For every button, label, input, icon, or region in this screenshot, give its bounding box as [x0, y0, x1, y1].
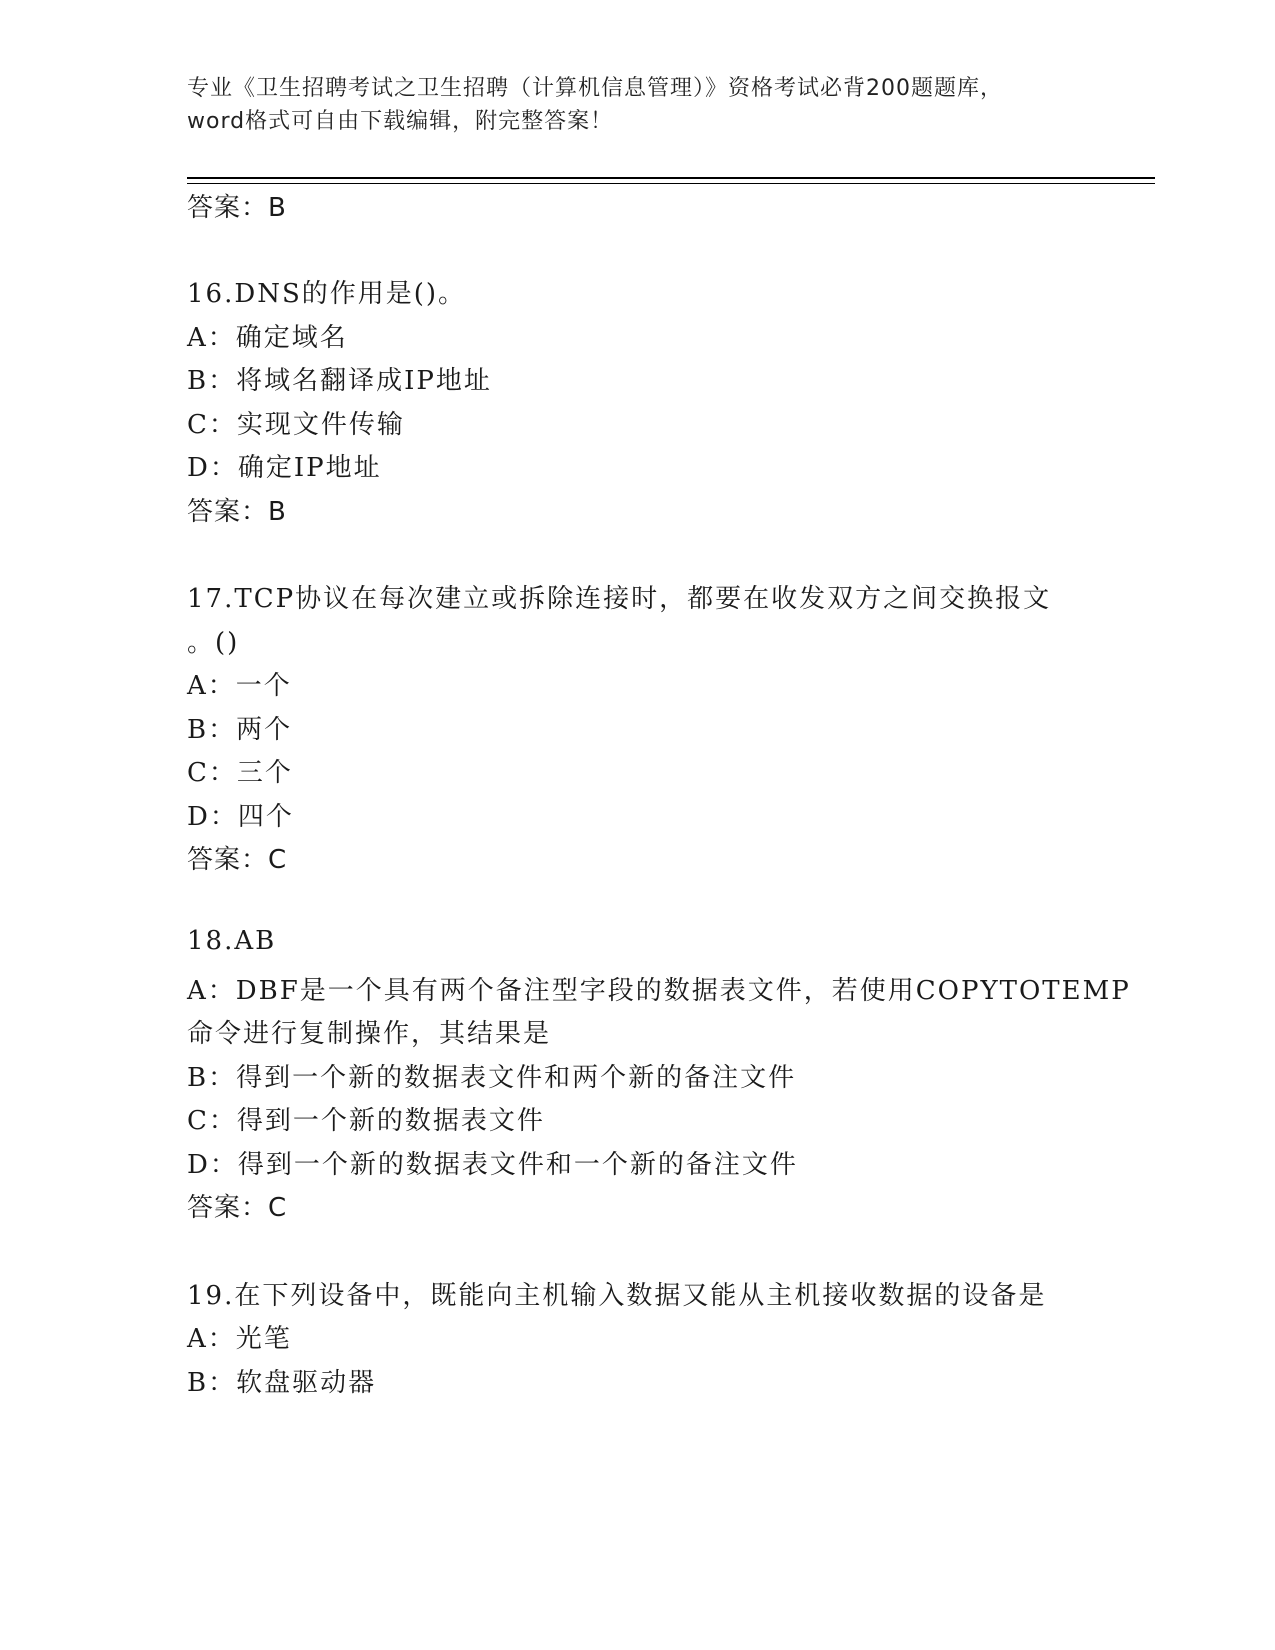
q18-option-c: C：得到一个新的数据表文件 — [187, 1106, 545, 1136]
q16-answer: 答案：B — [187, 497, 287, 527]
document-header — [187, 72, 1087, 138]
header-divider-thick — [187, 177, 1155, 179]
q16-option-a: A：确定域名 — [187, 323, 348, 353]
q18-option-a-line-2: 命令进行复制操作，其结果是 — [187, 1019, 552, 1049]
q17-option-d: D：四个 — [187, 802, 294, 832]
q18-option-a-line-1: A：DBF是一个具有两个备注型字段的数据表文件，若使用COPYTOTEMP — [187, 976, 1131, 1006]
header-title-line-1: 专业《卫生招聘考试之卫生招聘（计算机信息管理）》资格考试必背200题题库， — [187, 76, 1003, 101]
q16-option-b: B：将域名翻译成IP地址 — [187, 366, 492, 396]
header-divider-thin — [187, 183, 1155, 184]
q16-option-d: D：确定IP地址 — [187, 453, 382, 483]
q17-option-a: A：一个 — [187, 671, 292, 701]
q17-option-c: C：三个 — [187, 758, 293, 788]
q17-answer: 答案：C — [187, 845, 288, 875]
q18-option-d: D：得到一个新的数据表文件和一个新的备注文件 — [187, 1150, 798, 1180]
q16-option-c: C：实现文件传输 — [187, 410, 405, 440]
q19-question: 19.在下列设备中，既能向主机输入数据又能从主机接收数据的设备是 — [187, 1281, 1047, 1311]
q18-answer: 答案：C — [187, 1193, 288, 1223]
q17-question-line-1: 17.TCP协议在每次建立或拆除连接时，都要在收发双方之间交换报文 — [187, 584, 1052, 614]
q19-option-b: B：软盘驱动器 — [187, 1368, 377, 1398]
q17-question-line-2: 。() — [187, 628, 240, 658]
q18-option-b: B：得到一个新的数据表文件和两个新的备注文件 — [187, 1063, 797, 1093]
prev-question-answer: 答案：B — [187, 193, 287, 223]
q19-option-a: A：光笔 — [187, 1324, 292, 1354]
q17-option-b: B：两个 — [187, 715, 293, 745]
q18-question: 18.AB — [187, 926, 277, 956]
q16-question: 16.DNS的作用是()。 — [187, 279, 467, 309]
header-title-line-2: word格式可自由下载编辑，附完整答案！ — [187, 109, 614, 134]
